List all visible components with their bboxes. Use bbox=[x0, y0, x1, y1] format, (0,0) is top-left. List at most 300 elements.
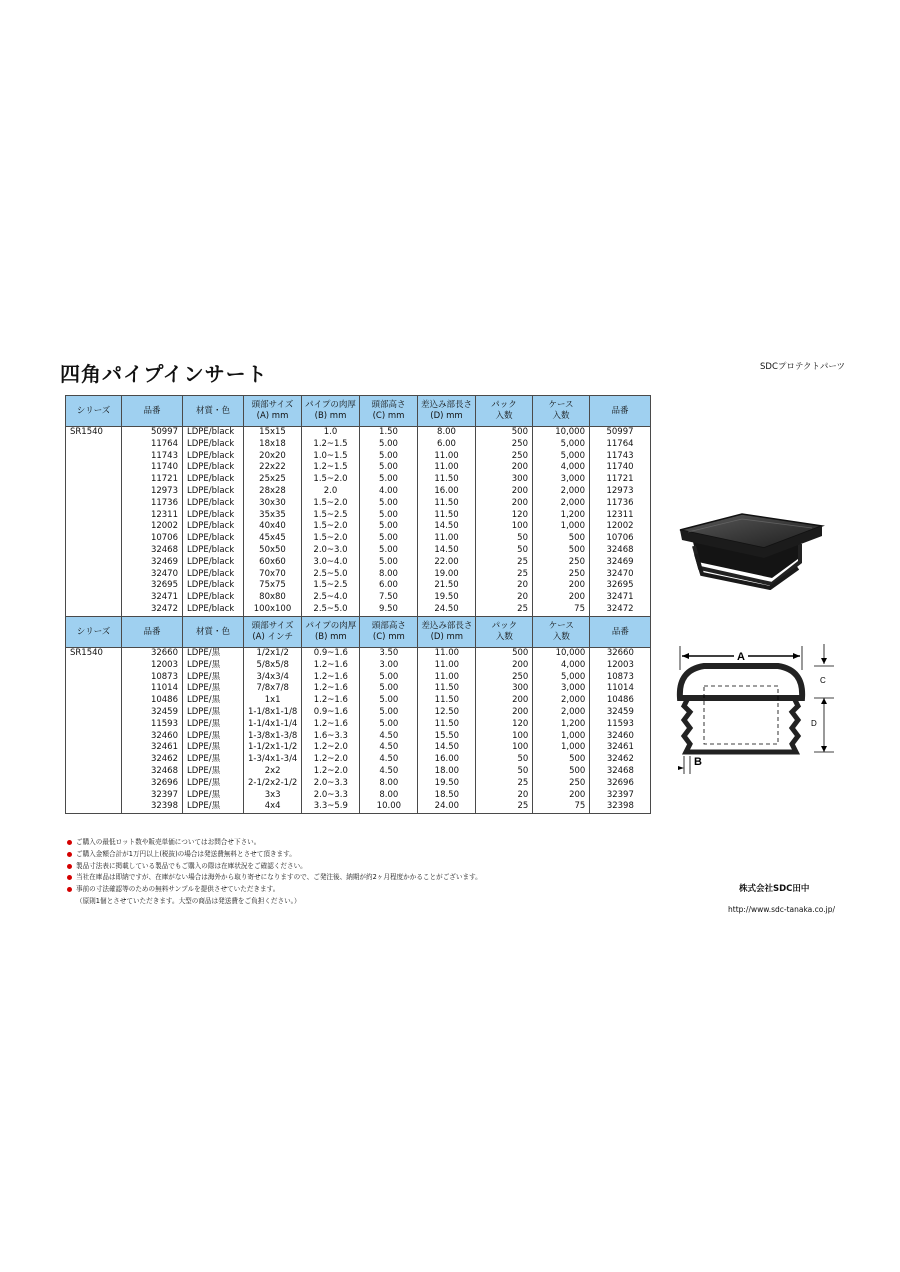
table-cell: LDPE/黒 bbox=[183, 683, 244, 695]
table-cell: 18.50 bbox=[418, 790, 476, 802]
column-header: シリーズ bbox=[66, 617, 122, 648]
column-header: ケース 入数 bbox=[533, 396, 590, 427]
table-cell: 11.00 bbox=[418, 660, 476, 672]
table-row bbox=[66, 569, 651, 581]
table-cell: 15.50 bbox=[418, 731, 476, 743]
table-cell: 12.50 bbox=[418, 707, 476, 719]
table-row bbox=[66, 451, 651, 463]
table-cell: 80x80 bbox=[244, 592, 302, 604]
product-photo bbox=[672, 500, 832, 590]
table-cell: 11.50 bbox=[418, 474, 476, 486]
table-cell: 250 bbox=[476, 451, 533, 463]
table-cell: 32468 bbox=[122, 766, 183, 778]
table-cell: 1-3/8x1-3/8 bbox=[244, 731, 302, 743]
table-cell: 1-1/4x1-1/4 bbox=[244, 719, 302, 731]
table-cell: LDPE/black bbox=[183, 557, 244, 569]
notes bbox=[67, 837, 482, 908]
table-cell: 32695 bbox=[122, 580, 183, 592]
table-cell: 7/8x7/8 bbox=[244, 683, 302, 695]
table-cell: 32398 bbox=[122, 801, 183, 813]
table-cell: 11.00 bbox=[418, 648, 476, 660]
table-row bbox=[66, 592, 651, 604]
series-cell bbox=[66, 707, 122, 719]
table-cell: 4.50 bbox=[360, 731, 418, 743]
column-header: 差込み部長さ (D) mm bbox=[418, 617, 476, 648]
bullet-icon bbox=[67, 864, 72, 869]
table-cell: 8.00 bbox=[360, 790, 418, 802]
series-cell bbox=[66, 660, 122, 672]
column-header: パック 入数 bbox=[476, 396, 533, 427]
table-cell: 11.50 bbox=[418, 498, 476, 510]
table-cell: 20 bbox=[476, 790, 533, 802]
table-cell: 11.00 bbox=[418, 451, 476, 463]
table-cell: LDPE/black bbox=[183, 592, 244, 604]
table-cell: 50 bbox=[476, 533, 533, 545]
table-cell: 11743 bbox=[590, 451, 651, 463]
table-cell: 11764 bbox=[590, 439, 651, 451]
table-cell: 2.5~4.0 bbox=[302, 592, 360, 604]
table-cell: 200 bbox=[476, 660, 533, 672]
table-cell: 1.0 bbox=[302, 427, 360, 439]
table-cell: LDPE/black bbox=[183, 604, 244, 616]
table-cell: 12973 bbox=[590, 486, 651, 498]
brand-label: SDCプロテクトパーツ bbox=[760, 362, 846, 372]
table-cell: 20x20 bbox=[244, 451, 302, 463]
series-cell bbox=[66, 731, 122, 743]
table-cell: 200 bbox=[476, 486, 533, 498]
table-cell: 11743 bbox=[122, 451, 183, 463]
table-cell: 21.50 bbox=[418, 580, 476, 592]
table-cell: 18x18 bbox=[244, 439, 302, 451]
table-cell: 2.5~5.0 bbox=[302, 569, 360, 581]
table-cell: 19.50 bbox=[418, 592, 476, 604]
table-cell: 24.00 bbox=[418, 801, 476, 813]
table-cell: 1.2~1.6 bbox=[302, 660, 360, 672]
table-cell: 11.50 bbox=[418, 719, 476, 731]
table-cell: 1.5~2.5 bbox=[302, 510, 360, 522]
table-row bbox=[66, 557, 651, 569]
series-cell bbox=[66, 719, 122, 731]
bullet-icon bbox=[67, 852, 72, 857]
table-cell: 32397 bbox=[122, 790, 183, 802]
table-cell: 10486 bbox=[590, 695, 651, 707]
series-cell bbox=[66, 474, 122, 486]
table-cell: 200 bbox=[533, 580, 590, 592]
table-cell: 11740 bbox=[122, 462, 183, 474]
table-row bbox=[66, 427, 651, 439]
table-cell: 32461 bbox=[122, 742, 183, 754]
table-cell: 1.5~2.5 bbox=[302, 580, 360, 592]
table-cell: 3.3~5.9 bbox=[302, 801, 360, 813]
table-cell: 25 bbox=[476, 604, 533, 616]
table-cell: 4.00 bbox=[360, 486, 418, 498]
table-cell: 28x28 bbox=[244, 486, 302, 498]
table-cell: 70x70 bbox=[244, 569, 302, 581]
table-cell: LDPE/black bbox=[183, 427, 244, 439]
table-cell: LDPE/black bbox=[183, 521, 244, 533]
table-cell: 11.50 bbox=[418, 683, 476, 695]
table-cell: 12002 bbox=[122, 521, 183, 533]
table-cell: 10486 bbox=[122, 695, 183, 707]
table-cell: 15x15 bbox=[244, 427, 302, 439]
table-cell: 5.00 bbox=[360, 451, 418, 463]
table-cell: 25 bbox=[476, 778, 533, 790]
note-sub: （原則1個とさせていただきます。大型の商品は発送費をご負担ください。） bbox=[76, 896, 301, 905]
table-cell: 75 bbox=[533, 604, 590, 616]
table-cell: 16.00 bbox=[418, 486, 476, 498]
note-item: ご購入金額合計が1万円以上(税抜)の場合は発送費無料とさせて頂きます。 bbox=[67, 849, 482, 861]
table-cell: 32695 bbox=[590, 580, 651, 592]
table-cell: LDPE/黒 bbox=[183, 660, 244, 672]
table-cell: LDPE/黒 bbox=[183, 790, 244, 802]
table-cell: 1-3/4x1-3/4 bbox=[244, 754, 302, 766]
table-cell: 1.6~3.3 bbox=[302, 731, 360, 743]
table-cell: 7.50 bbox=[360, 592, 418, 604]
table-cell: 1.2~1.6 bbox=[302, 683, 360, 695]
table-cell: 200 bbox=[476, 498, 533, 510]
table-cell: 5.00 bbox=[360, 719, 418, 731]
table-cell: 1-1/8x1-1/8 bbox=[244, 707, 302, 719]
table-cell: 14.50 bbox=[418, 545, 476, 557]
table-cell: 500 bbox=[533, 545, 590, 557]
table-cell: 1.2~1.5 bbox=[302, 439, 360, 451]
table-row bbox=[66, 439, 651, 451]
column-header: 品番 bbox=[590, 396, 651, 427]
table-cell: 5.00 bbox=[360, 521, 418, 533]
column-header: 品番 bbox=[122, 617, 183, 648]
table-cell: 11736 bbox=[590, 498, 651, 510]
series-cell bbox=[66, 801, 122, 813]
table-cell: 2,000 bbox=[533, 486, 590, 498]
note-item: ご購入の最低ロット数や販売単価についてはお問合せ下さい。 bbox=[67, 837, 482, 849]
table-cell: LDPE/black bbox=[183, 462, 244, 474]
table-cell: 1,000 bbox=[533, 731, 590, 743]
column-header: 頭部高さ (C) mm bbox=[360, 617, 418, 648]
table-cell: 4x4 bbox=[244, 801, 302, 813]
table-cell: 11.00 bbox=[418, 533, 476, 545]
column-header: 頭部サイズ (A) mm bbox=[244, 396, 302, 427]
table-cell: 120 bbox=[476, 719, 533, 731]
table-cell: 250 bbox=[533, 557, 590, 569]
table-cell: 1,000 bbox=[533, 742, 590, 754]
series-cell bbox=[66, 742, 122, 754]
table-cell: 32461 bbox=[590, 742, 651, 754]
label-c: C bbox=[820, 676, 826, 685]
table-cell: 32468 bbox=[122, 545, 183, 557]
table-cell: 5.00 bbox=[360, 683, 418, 695]
table-cell: 1,000 bbox=[533, 521, 590, 533]
table-row bbox=[66, 660, 651, 672]
table-cell: 10.00 bbox=[360, 801, 418, 813]
table-cell: 5,000 bbox=[533, 672, 590, 684]
label-d: D bbox=[811, 719, 817, 728]
table-cell: 45x45 bbox=[244, 533, 302, 545]
table-cell: 1.2~2.0 bbox=[302, 766, 360, 778]
table-cell: 11.50 bbox=[418, 510, 476, 522]
table-cell: 250 bbox=[476, 439, 533, 451]
table-cell: 500 bbox=[476, 648, 533, 660]
table-cell: 14.50 bbox=[418, 521, 476, 533]
table-cell: 1,200 bbox=[533, 510, 590, 522]
table-cell: 5,000 bbox=[533, 439, 590, 451]
table-cell: 11740 bbox=[590, 462, 651, 474]
table-row bbox=[66, 545, 651, 557]
series-cell bbox=[66, 695, 122, 707]
column-header: 材質・色 bbox=[183, 396, 244, 427]
table-cell: 50x50 bbox=[244, 545, 302, 557]
bullet-icon bbox=[67, 840, 72, 845]
table-cell: 1.2~1.6 bbox=[302, 719, 360, 731]
table-cell: 8.00 bbox=[360, 778, 418, 790]
table-cell: 8.00 bbox=[360, 569, 418, 581]
table-row bbox=[66, 604, 651, 616]
series-cell bbox=[66, 604, 122, 616]
table-cell: 32459 bbox=[122, 707, 183, 719]
table-cell: 10706 bbox=[122, 533, 183, 545]
company-name: 株式会社SDC田中 bbox=[739, 884, 810, 894]
table-cell: 2.0~3.3 bbox=[302, 778, 360, 790]
table-cell: 10873 bbox=[590, 672, 651, 684]
table-cell: 2,000 bbox=[533, 707, 590, 719]
table-row bbox=[66, 742, 651, 754]
table-cell: 24.50 bbox=[418, 604, 476, 616]
table-cell: LDPE/black bbox=[183, 510, 244, 522]
table-cell: 3.50 bbox=[360, 648, 418, 660]
table-cell: 1.2~1.6 bbox=[302, 695, 360, 707]
note-item: 事前の寸法確認等のための無料サンプルを提供させていただきます。 bbox=[67, 884, 482, 896]
series-cell bbox=[66, 790, 122, 802]
table-cell: 1.2~1.6 bbox=[302, 672, 360, 684]
table-cell: 5,000 bbox=[533, 451, 590, 463]
series-cell bbox=[66, 498, 122, 510]
table-cell: 500 bbox=[533, 533, 590, 545]
table-cell: 4.50 bbox=[360, 742, 418, 754]
table-cell: 32660 bbox=[590, 648, 651, 660]
spec-table-inch bbox=[65, 616, 651, 814]
column-header: 頭部サイズ (A) インチ bbox=[244, 617, 302, 648]
table-cell: 60x60 bbox=[244, 557, 302, 569]
table-row bbox=[66, 707, 651, 719]
table-cell: 4.50 bbox=[360, 766, 418, 778]
table-cell: LDPE/black bbox=[183, 486, 244, 498]
table-cell: 32469 bbox=[590, 557, 651, 569]
table-cell: 5.00 bbox=[360, 462, 418, 474]
table-cell: 32470 bbox=[122, 569, 183, 581]
table-cell: 19.50 bbox=[418, 778, 476, 790]
series-cell bbox=[66, 592, 122, 604]
table-cell: 32462 bbox=[590, 754, 651, 766]
table-cell: 12311 bbox=[122, 510, 183, 522]
table-cell: LDPE/黒 bbox=[183, 766, 244, 778]
table-cell: LDPE/黒 bbox=[183, 742, 244, 754]
series-cell: SR1540 bbox=[66, 648, 122, 660]
table-cell: 11.00 bbox=[418, 462, 476, 474]
table-cell: 300 bbox=[476, 474, 533, 486]
table-cell: 500 bbox=[533, 754, 590, 766]
table-row bbox=[66, 533, 651, 545]
table-cell: LDPE/黒 bbox=[183, 648, 244, 660]
table-row bbox=[66, 486, 651, 498]
table-cell: 5.00 bbox=[360, 533, 418, 545]
table-cell: 12003 bbox=[122, 660, 183, 672]
table-row bbox=[66, 462, 651, 474]
spec-table-metric bbox=[65, 395, 651, 617]
bullet-icon bbox=[67, 887, 72, 892]
table-cell: 100x100 bbox=[244, 604, 302, 616]
table-cell: 12311 bbox=[590, 510, 651, 522]
table-cell: 50 bbox=[476, 754, 533, 766]
table-cell: 5.00 bbox=[360, 545, 418, 557]
table-row bbox=[66, 719, 651, 731]
table-cell: 3,000 bbox=[533, 474, 590, 486]
table-cell: 2x2 bbox=[244, 766, 302, 778]
table-cell: 5.00 bbox=[360, 474, 418, 486]
table-cell: 32460 bbox=[590, 731, 651, 743]
table-cell: 11721 bbox=[590, 474, 651, 486]
series-cell bbox=[66, 451, 122, 463]
table-cell: 2,000 bbox=[533, 498, 590, 510]
series-cell bbox=[66, 569, 122, 581]
table-cell: 1.50 bbox=[360, 427, 418, 439]
table-cell: 12973 bbox=[122, 486, 183, 498]
table-cell: 32471 bbox=[590, 592, 651, 604]
table-cell: LDPE/黒 bbox=[183, 707, 244, 719]
table-cell: LDPE/black bbox=[183, 451, 244, 463]
column-header: 品番 bbox=[590, 617, 651, 648]
table-cell: 2.5~5.0 bbox=[302, 604, 360, 616]
table-cell: 25 bbox=[476, 801, 533, 813]
table-cell: 9.50 bbox=[360, 604, 418, 616]
series-cell bbox=[66, 545, 122, 557]
table-row bbox=[66, 580, 651, 592]
table-cell: 5.00 bbox=[360, 439, 418, 451]
series-cell bbox=[66, 580, 122, 592]
table-row bbox=[66, 683, 651, 695]
table-cell: 11.50 bbox=[418, 695, 476, 707]
table-cell: 32462 bbox=[122, 754, 183, 766]
table-cell: 1-1/2x1-1/2 bbox=[244, 742, 302, 754]
table-cell: 32696 bbox=[122, 778, 183, 790]
table-cell: 2,000 bbox=[533, 695, 590, 707]
table-cell: 19.00 bbox=[418, 569, 476, 581]
table-cell: LDPE/黒 bbox=[183, 731, 244, 743]
table-cell: 32468 bbox=[590, 545, 651, 557]
series-cell bbox=[66, 439, 122, 451]
table-cell: LDPE/black bbox=[183, 533, 244, 545]
table-cell: 200 bbox=[476, 462, 533, 474]
table-row bbox=[66, 521, 651, 533]
label-a: A bbox=[737, 651, 745, 663]
column-header: パック 入数 bbox=[476, 617, 533, 648]
column-header: 品番 bbox=[122, 396, 183, 427]
table-cell: 100 bbox=[476, 742, 533, 754]
table-cell: 200 bbox=[476, 695, 533, 707]
table-cell: 32660 bbox=[122, 648, 183, 660]
table-cell: 1.5~2.0 bbox=[302, 498, 360, 510]
table-cell: 1.2~2.0 bbox=[302, 742, 360, 754]
column-header: シリーズ bbox=[66, 396, 122, 427]
table-cell: 35x35 bbox=[244, 510, 302, 522]
table-cell: 120 bbox=[476, 510, 533, 522]
table-cell: 500 bbox=[476, 427, 533, 439]
table-cell: LDPE/black bbox=[183, 545, 244, 557]
table-cell: LDPE/黒 bbox=[183, 672, 244, 684]
table-cell: 11736 bbox=[122, 498, 183, 510]
table-cell: 75x75 bbox=[244, 580, 302, 592]
table-cell: 32398 bbox=[590, 801, 651, 813]
table-cell: 5.00 bbox=[360, 557, 418, 569]
table-cell: 50 bbox=[476, 545, 533, 557]
note-item: 製品寸法表に掲載している製品でもご購入の際は在庫状況をご確認ください。 bbox=[67, 861, 482, 873]
table-cell: 250 bbox=[476, 672, 533, 684]
table-row bbox=[66, 790, 651, 802]
table-cell: 2-1/2x2-1/2 bbox=[244, 778, 302, 790]
table-cell: 32471 bbox=[122, 592, 183, 604]
table-cell: 32469 bbox=[122, 557, 183, 569]
series-cell bbox=[66, 778, 122, 790]
table-cell: 1.5~2.0 bbox=[302, 533, 360, 545]
column-header: ケース 入数 bbox=[533, 617, 590, 648]
table-cell: 6.00 bbox=[418, 439, 476, 451]
table-cell: 10,000 bbox=[533, 648, 590, 660]
table-cell: 100 bbox=[476, 731, 533, 743]
series-cell bbox=[66, 510, 122, 522]
table-cell: 11014 bbox=[122, 683, 183, 695]
table-cell: 32468 bbox=[590, 766, 651, 778]
series-cell bbox=[66, 462, 122, 474]
table-cell: 5.00 bbox=[360, 510, 418, 522]
series-cell bbox=[66, 766, 122, 778]
table-cell: 3/4x3/4 bbox=[244, 672, 302, 684]
table-cell: 3,000 bbox=[533, 683, 590, 695]
table-cell: 32460 bbox=[122, 731, 183, 743]
table-cell: 10706 bbox=[590, 533, 651, 545]
table-cell: 4,000 bbox=[533, 462, 590, 474]
table-cell: 32470 bbox=[590, 569, 651, 581]
table-cell: 22x22 bbox=[244, 462, 302, 474]
table-cell: 0.9~1.6 bbox=[302, 707, 360, 719]
table-row bbox=[66, 498, 651, 510]
table-cell: 3.00 bbox=[360, 660, 418, 672]
series-cell bbox=[66, 683, 122, 695]
company-url[interactable]: http://www.sdc-tanaka.co.jp/ bbox=[728, 905, 835, 914]
table-row bbox=[66, 778, 651, 790]
table-cell: 5.00 bbox=[360, 498, 418, 510]
table-row bbox=[66, 754, 651, 766]
page-title: 四角パイプインサート bbox=[60, 362, 268, 386]
table-cell: 6.00 bbox=[360, 580, 418, 592]
table-cell: 2.0~3.3 bbox=[302, 790, 360, 802]
table-cell: 25 bbox=[476, 569, 533, 581]
series-cell: SR1540 bbox=[66, 427, 122, 439]
table-cell: 1x1 bbox=[244, 695, 302, 707]
table-cell: LDPE/黒 bbox=[183, 801, 244, 813]
series-cell bbox=[66, 672, 122, 684]
table-cell: 8.00 bbox=[418, 427, 476, 439]
table-cell: LDPE/black bbox=[183, 580, 244, 592]
table-cell: 200 bbox=[533, 790, 590, 802]
table-cell: 1.2~1.5 bbox=[302, 462, 360, 474]
table-cell: 2.0~3.0 bbox=[302, 545, 360, 557]
table-cell: 50997 bbox=[590, 427, 651, 439]
table-cell: 75 bbox=[533, 801, 590, 813]
table-cell: 50 bbox=[476, 766, 533, 778]
table-cell: 12003 bbox=[590, 660, 651, 672]
table-cell: LDPE/黒 bbox=[183, 778, 244, 790]
table-cell: 5.00 bbox=[360, 672, 418, 684]
table-cell: 1,200 bbox=[533, 719, 590, 731]
table-cell: LDPE/black bbox=[183, 498, 244, 510]
